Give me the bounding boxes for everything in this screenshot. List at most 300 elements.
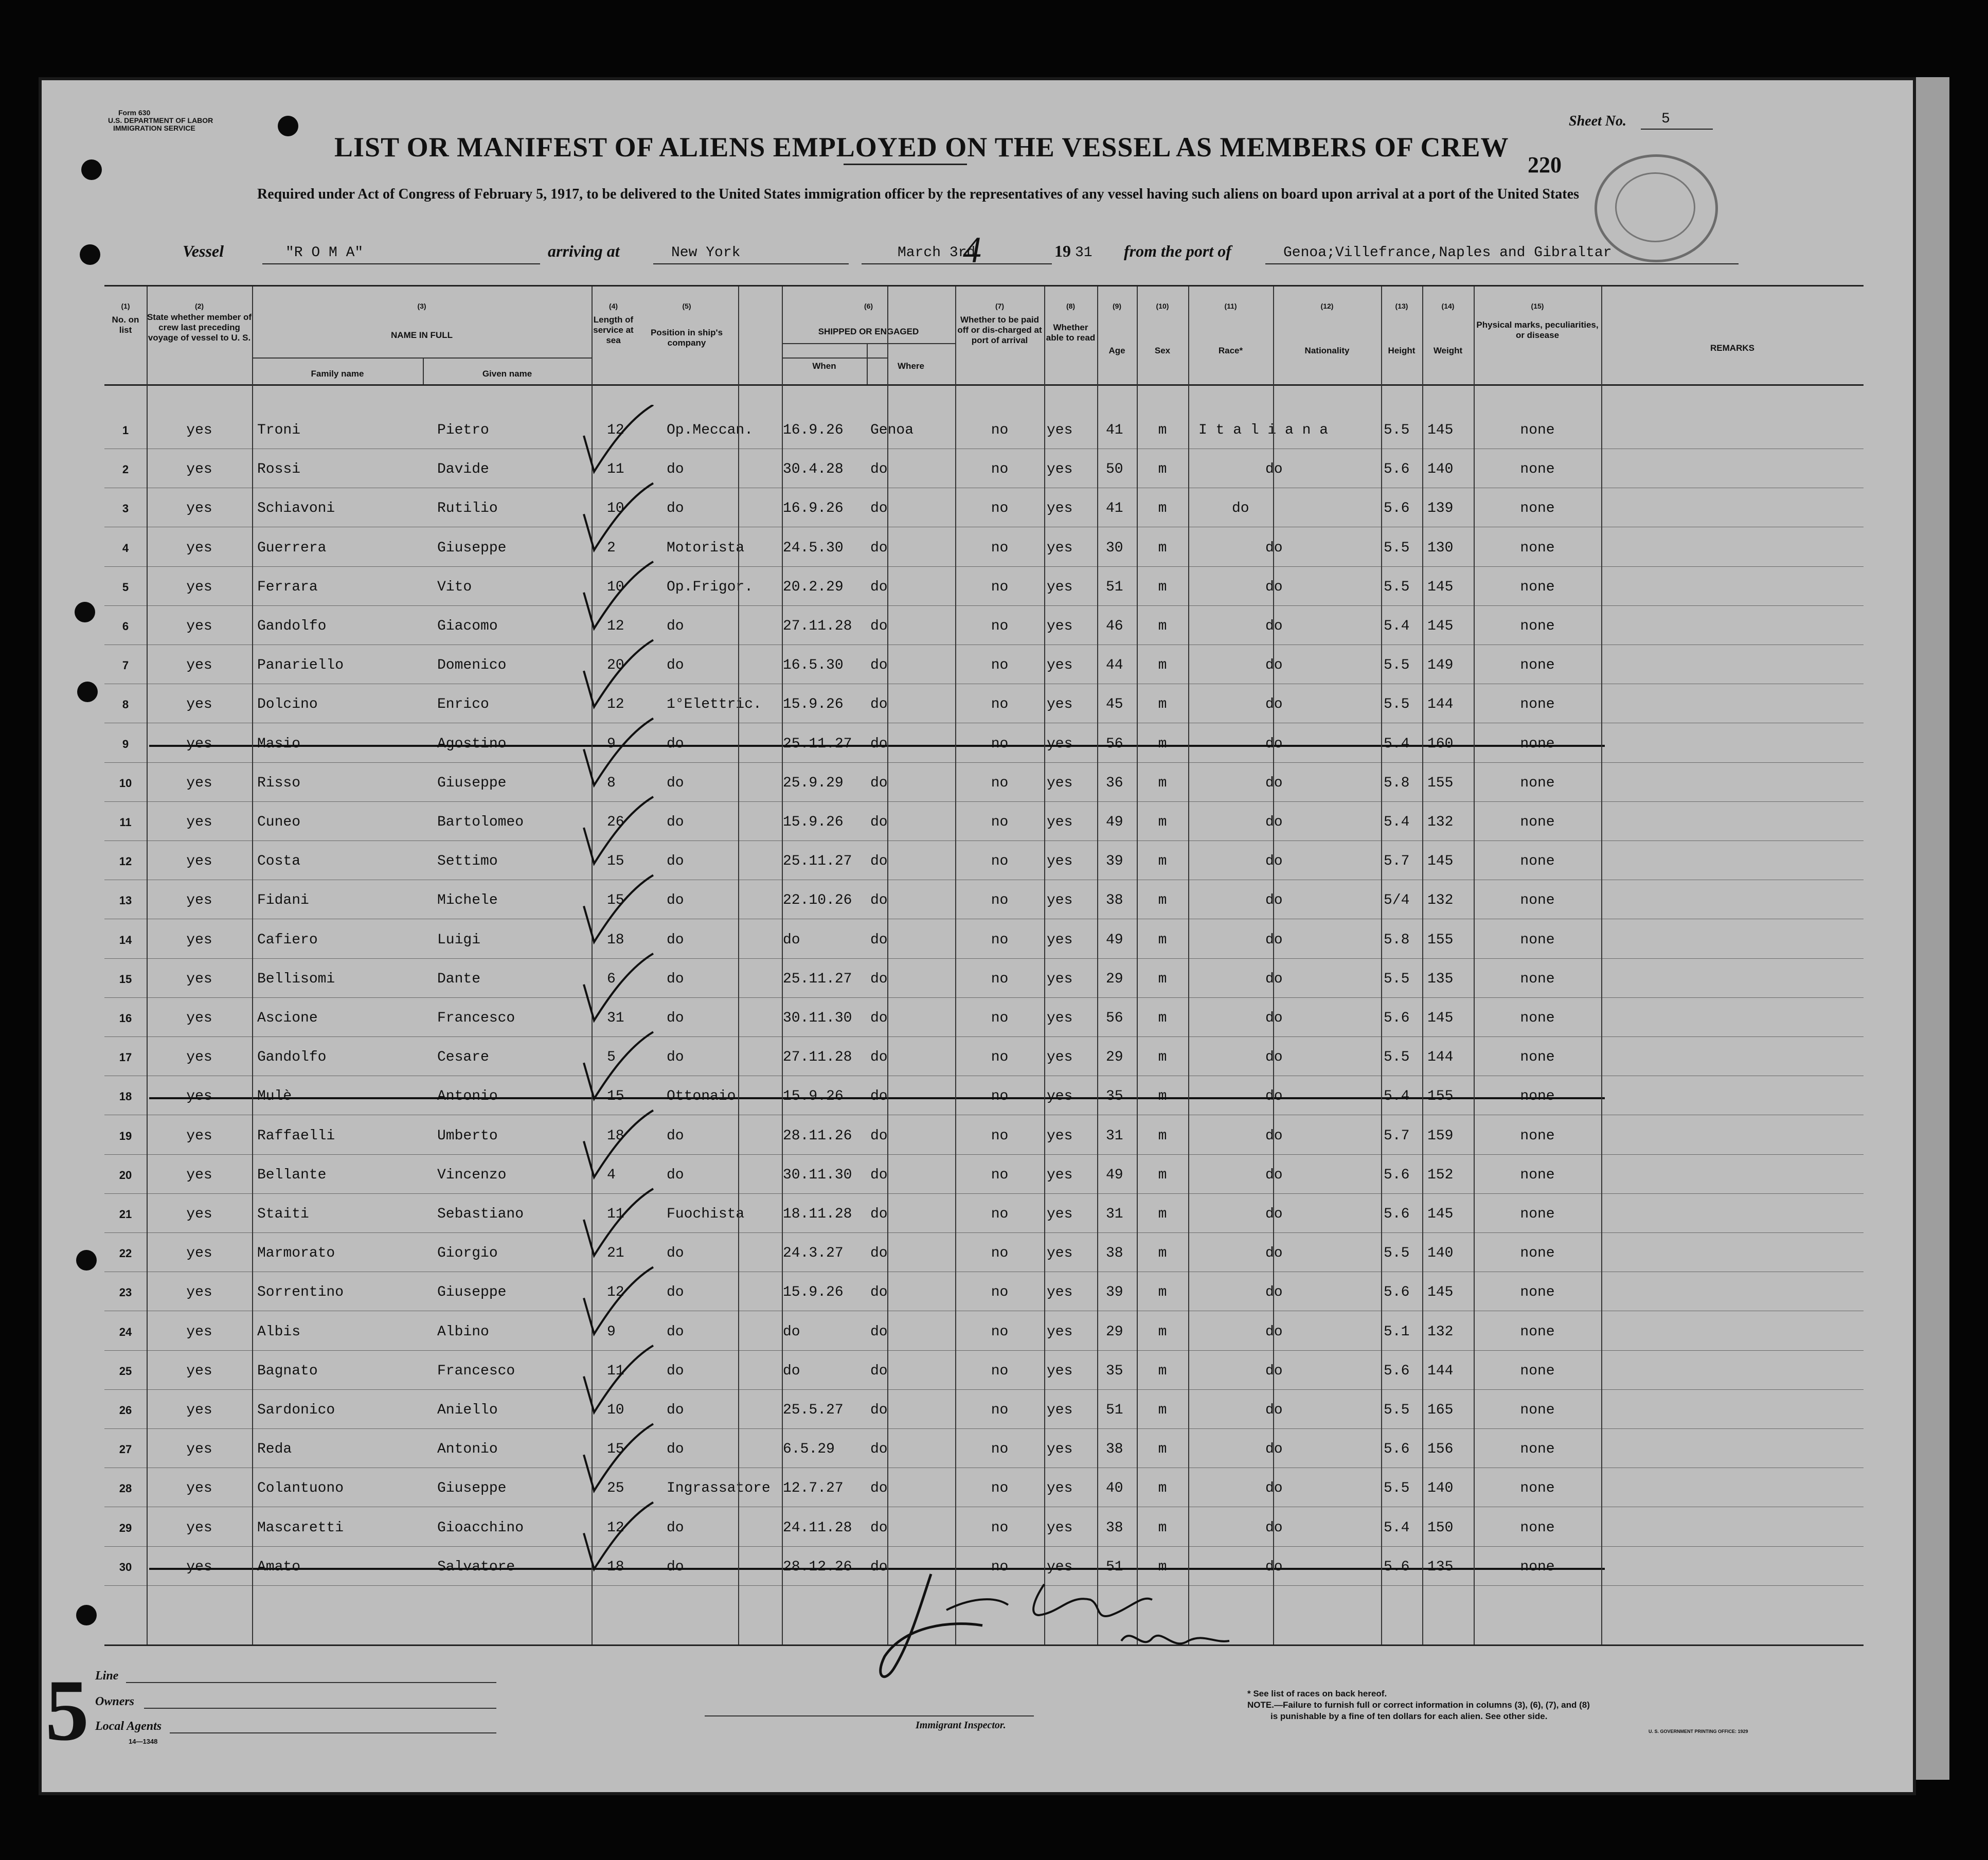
sheet-label: Sheet No. [1569,113,1626,129]
service-cell: 21 [607,1245,624,1262]
column-rule [1097,287,1098,1644]
given-name-cell: Francesco [437,1010,515,1026]
sheet-value: 5 [1661,111,1670,127]
row-rule [104,1193,1864,1194]
prev-voyage-cell: yes [186,1167,212,1183]
family-name-cell: Risso [257,775,301,791]
service-cell: 20 [607,657,624,674]
shipped-where-cell: do [870,1167,888,1183]
height-cell: 5.4 [1384,618,1410,634]
paid-off-cell: no [991,775,1009,791]
prev-voyage-cell: yes [186,1049,212,1066]
row-number: 29 [119,1521,132,1534]
subheader-rule [782,343,955,344]
physical-marks-cell: none [1520,1441,1555,1458]
able-to-read-cell: yes [1047,892,1073,909]
given-name-cell: Domenico [437,657,507,674]
stamped-number: 220 [1528,152,1562,177]
race-cell: do [1265,1206,1283,1222]
col-header-prev-voyage: State whether member of crew last preceding voyage of vessel to U. S. [147,312,252,343]
given-name-cell: Giuseppe [437,1284,507,1301]
crew-table [104,285,1864,1646]
shipped-where-cell: do [870,1245,888,1262]
year-prefix: 19 [1054,242,1071,260]
shipped-where-cell: do [870,1480,888,1497]
position-cell: Ottonaio [667,1088,736,1105]
sex-cell: m [1158,853,1167,870]
height-cell: 5.7 [1384,1128,1410,1144]
sex-cell: m [1158,1519,1167,1536]
row-rule [104,801,1864,802]
weight-cell: 145 [1427,1284,1454,1301]
prev-voyage-cell: yes [186,775,212,791]
paid-off-cell: no [991,892,1009,909]
position-cell: do [667,500,684,517]
row-number: 30 [119,1560,132,1573]
shipped-when-cell: 20.2.29 [783,579,844,595]
able-to-read-cell: yes [1047,657,1073,674]
paid-off-cell: no [991,1284,1009,1301]
col-header-sex: Sex [1154,346,1171,355]
punch-hole [75,602,95,622]
row-rule [104,840,1864,841]
able-to-read-cell: yes [1047,1402,1073,1418]
physical-marks-cell: none [1520,540,1555,556]
given-name-cell: Giorgio [437,1245,498,1262]
shipped-when-cell: 24.5.30 [783,540,844,556]
col-header-weight: Weight [1433,346,1463,355]
column-rule [1137,287,1138,1644]
age-cell: 45 [1106,696,1123,713]
shipped-where-cell: do [870,1284,888,1301]
prev-voyage-cell: yes [186,618,212,634]
sex-cell: m [1158,696,1167,713]
given-name-cell: Umberto [437,1128,498,1144]
paid-off-cell: no [991,736,1009,752]
weight-cell: 150 [1427,1519,1454,1536]
able-to-read-cell: yes [1047,540,1073,556]
prev-voyage-cell: yes [186,1363,212,1379]
position-cell: Ingrassatore [667,1480,771,1497]
shipped-when-cell: 28.12.26 [783,1559,852,1575]
age-cell: 38 [1106,1441,1123,1458]
physical-marks-cell: none [1520,1519,1555,1536]
inspector-signature-line [705,1715,1034,1716]
prev-voyage-cell: yes [186,461,212,478]
given-name-cell: Michele [437,892,498,909]
weight-cell: 144 [1427,696,1454,713]
shipped-where-cell: do [870,579,888,595]
age-cell: 29 [1106,1049,1123,1066]
paid-off-cell: no [991,1049,1009,1066]
row-number: 7 [122,659,129,672]
sex-cell: m [1158,1206,1167,1222]
able-to-read-cell: yes [1047,932,1073,948]
height-cell: 5.5 [1384,540,1410,556]
family-name-cell: Albis [257,1324,301,1340]
shipped-when-cell: 25.11.27 [783,853,852,870]
checkmark [584,1111,653,1177]
row-rule [104,762,1864,763]
shipped-where-cell: do [870,500,888,517]
age-cell: 39 [1106,853,1123,870]
service-cell: 12 [607,422,624,438]
paid-off-cell: no [991,971,1009,987]
height-cell: 5.6 [1384,500,1410,517]
age-cell: 46 [1106,618,1123,634]
race-cell: do [1265,461,1283,478]
row-number: 16 [119,1012,132,1025]
shipped-when-cell: 6.5.29 [783,1441,835,1458]
service-cell: 18 [607,1128,624,1144]
col-header-nationality: Nationality [1304,346,1350,355]
shipped-where-cell: do [870,1049,888,1066]
col-header-shipped: SHIPPED OR ENGAGED [818,327,919,336]
shipped-when-cell: 28.11.26 [783,1128,852,1144]
paid-off-cell: no [991,1324,1009,1340]
shipped-where-cell: do [870,814,888,830]
position-cell: Fuochista [667,1206,745,1222]
punch-hole [81,159,102,180]
position-cell: do [667,1402,684,1418]
position-cell: do [667,461,684,478]
shipped-when-cell: 25.9.29 [783,775,844,791]
weight-cell: 130 [1427,540,1454,556]
row-number: 20 [119,1168,132,1182]
shipped-when-cell: 16.5.30 [783,657,844,674]
prev-voyage-cell: yes [186,1559,212,1575]
row-number: 11 [119,816,132,829]
paid-off-cell: no [991,579,1009,595]
shipped-when-cell: 22.10.26 [783,892,852,909]
row-rule [104,997,1864,998]
prev-voyage-cell: yes [186,1519,212,1536]
age-cell: 49 [1106,1167,1123,1183]
shipped-when-cell: 16.9.26 [783,500,844,517]
row-rule [104,1389,1864,1390]
weight-cell: 135 [1427,1559,1454,1575]
height-cell: 5.4 [1384,736,1410,752]
paid-off-cell: no [991,1088,1009,1105]
physical-marks-cell: none [1520,696,1555,713]
penalty-note-1: NOTE.—Failure to furnish full or correct information in columns (3), (6), (7), and (8) [1247,1700,1590,1710]
sex-cell: m [1158,736,1167,752]
prev-voyage-cell: yes [186,1088,212,1105]
sex-cell: m [1158,1363,1167,1379]
row-number: 14 [119,933,132,946]
row-number: 2 [122,463,129,476]
family-name-cell: Cuneo [257,814,301,830]
physical-marks-cell: none [1520,932,1555,948]
paid-off-cell: no [991,1167,1009,1183]
checkmark [584,1503,653,1569]
printing-office: U. S. GOVERNMENT PRINTING OFFICE: 1929 [1649,1729,1748,1734]
shipped-when-cell: 25.5.27 [783,1402,844,1418]
column-rule [147,287,148,1644]
prev-voyage-cell: yes [186,1480,212,1497]
given-name-cell: Settimo [437,853,498,870]
service-name: IMMIGRATION SERVICE [113,124,195,132]
row-number: 5 [122,580,129,594]
weight-cell: 156 [1427,1441,1454,1458]
shipped-when-cell: 15.9.26 [783,814,844,830]
col-header-position: Position in ship's company [650,328,723,348]
column-number: (14) [1441,302,1455,310]
arrival-date: March 3rd [898,245,976,261]
position-cell: do [667,1284,684,1301]
paid-off-cell: no [991,422,1009,438]
race-cell: do [1265,540,1283,556]
service-cell: 18 [607,932,624,948]
physical-marks-cell: none [1520,461,1555,478]
position-cell: Op.Meccan. [667,422,754,438]
physical-marks-cell: none [1520,1480,1555,1497]
age-cell: 29 [1106,1324,1123,1340]
col-header-name: NAME IN FULL [391,330,453,340]
position-cell: Motorista [667,540,745,556]
checkmark [584,875,653,942]
form-number: Form 630 [118,109,151,117]
able-to-read-cell: yes [1047,1363,1073,1379]
row-rule [104,605,1864,606]
given-name-cell: Aniello [437,1402,498,1418]
shipped-where-cell: do [870,1088,888,1105]
shipped-when-cell: do [783,1324,800,1340]
weight-cell: 155 [1427,932,1454,948]
punch-hole [80,244,100,265]
height-cell: 5.6 [1384,1559,1410,1575]
height-cell: 5.5 [1384,696,1410,713]
sex-cell: m [1158,1049,1167,1066]
sex-cell: m [1158,971,1167,987]
header-separator [104,384,1864,386]
weight-cell: 145 [1427,618,1454,634]
prev-voyage-cell: yes [186,1245,212,1262]
prev-voyage-cell: yes [186,1206,212,1222]
shipped-when-cell: 27.11.28 [783,1049,852,1066]
row-number: 18 [119,1090,132,1103]
service-cell: 15 [607,853,624,870]
column-rule [1601,287,1602,1644]
physical-marks-cell: none [1520,500,1555,517]
physical-marks-cell: none [1520,971,1555,987]
line-label: Line [95,1669,119,1683]
given-name-cell: Vito [437,579,472,595]
prev-voyage-cell: yes [186,932,212,948]
shipped-where-cell: do [870,1206,888,1222]
row-number: 10 [119,776,132,790]
row-number: 28 [119,1482,132,1495]
shipped-when-cell: 25.11.27 [783,971,852,987]
able-to-read-cell: yes [1047,422,1073,438]
shipped-where-cell: do [870,1559,888,1575]
sex-cell: m [1158,1284,1167,1301]
checkmark [584,1189,653,1256]
row-number: 26 [119,1404,132,1417]
service-cell: 4 [607,1167,616,1183]
sex-cell: m [1158,461,1167,478]
shipped-when-cell: do [783,1363,800,1379]
row-number: 19 [119,1129,132,1142]
row-number: 4 [122,541,129,555]
prev-voyage-cell: yes [186,736,212,752]
date-underline [862,263,1052,264]
shipped-where-cell: do [870,1402,888,1418]
given-name-cell: Davide [437,461,489,478]
given-name-cell: Giacomo [437,618,498,634]
sheet-big-number: 5 [45,1662,89,1759]
given-name-cell: Vincenzo [437,1167,507,1183]
subheader-rule [867,343,868,384]
family-name-cell: Colantuono [257,1480,344,1497]
family-name-cell: Sorrentino [257,1284,344,1301]
service-cell: 11 [607,1363,624,1379]
position-cell: do [667,775,684,791]
given-name-cell: Pietro [437,422,489,438]
sex-cell: m [1158,814,1167,830]
prev-voyage-cell: yes [186,696,212,713]
row-number: 24 [119,1325,132,1338]
race-cell: do [1265,1128,1283,1144]
prev-voyage-cell: yes [186,1441,212,1458]
service-cell: 11 [607,1206,624,1222]
paid-off-cell: no [991,814,1009,830]
service-cell: 26 [607,814,624,830]
sex-cell: m [1158,775,1167,791]
column-number: (5) [682,302,691,310]
service-cell: 12 [607,1284,624,1301]
shipped-when-cell: 30.4.28 [783,461,844,478]
age-cell: 51 [1106,1402,1123,1418]
race-cell: do [1265,657,1283,674]
sex-cell: m [1158,657,1167,674]
shipped-when-cell: 15.9.26 [783,1284,844,1301]
height-cell: 5.5 [1384,1402,1410,1418]
able-to-read-cell: yes [1047,696,1073,713]
able-to-read-cell: yes [1047,971,1073,987]
height-cell: 5.1 [1384,1324,1410,1340]
service-cell: 15 [607,1088,624,1105]
service-cell: 8 [607,775,616,791]
weight-cell: 132 [1427,1324,1454,1340]
physical-marks-cell: none [1520,1324,1555,1340]
shipped-where-cell: do [870,853,888,870]
prev-voyage-cell: yes [186,853,212,870]
form-code: 14—1348 [129,1738,158,1745]
column-number: (3) [417,302,426,310]
col-header-where: Where [898,361,924,371]
vessel-label: Vessel [183,242,224,260]
family-name-cell: Guerrera [257,540,327,556]
physical-marks-cell: none [1520,579,1555,595]
paid-off-cell: no [991,540,1009,556]
column-number: (15) [1531,302,1544,310]
able-to-read-cell: yes [1047,1167,1073,1183]
able-to-read-cell: yes [1047,1441,1073,1458]
able-to-read-cell: yes [1047,461,1073,478]
sex-cell: m [1158,579,1167,595]
able-to-read-cell: yes [1047,579,1073,595]
physical-marks-cell: none [1520,422,1555,438]
position-cell: do [667,1167,684,1183]
service-checkmarks [576,405,658,1639]
family-name-cell: Sardonico [257,1402,335,1418]
arriving-label: arriving at [548,242,620,260]
weight-cell: 155 [1427,1088,1454,1105]
position-cell: Op.Frigor. [667,579,754,595]
column-number: (12) [1320,302,1334,310]
family-name-cell: Dolcino [257,696,318,713]
age-cell: 41 [1106,500,1123,517]
column-rule [1188,287,1189,1644]
sex-cell: m [1158,1559,1167,1575]
checkmark [584,405,653,472]
paid-off-cell: no [991,500,1009,517]
race-cell: do [1265,736,1283,752]
height-cell: 5.7 [1384,853,1410,870]
race-cell: do [1265,1010,1283,1026]
physical-marks-cell: none [1520,657,1555,674]
prev-voyage-cell: yes [186,422,212,438]
shipped-where-cell: do [870,1128,888,1144]
row-rule [104,1428,1864,1429]
prev-voyage-cell: yes [186,1010,212,1026]
family-name-cell: Marmorato [257,1245,335,1262]
family-name-cell: Panariello [257,657,344,674]
shipped-where-cell: do [870,1324,888,1340]
shipped-where-cell: do [870,461,888,478]
checkmark [584,1424,653,1491]
able-to-read-cell: yes [1047,1128,1073,1144]
physical-marks-cell: none [1520,1284,1555,1301]
column-rule [738,287,739,1644]
column-number: (11) [1224,302,1237,310]
able-to-read-cell: yes [1047,1324,1073,1340]
prev-voyage-cell: yes [186,892,212,909]
punch-hole [77,682,98,702]
service-cell: 10 [607,1402,624,1418]
race-cell: do [1265,853,1283,870]
column-rule [782,287,783,1644]
weight-cell: 145 [1427,1206,1454,1222]
page-title: LIST OR MANIFEST OF ALIENS EMPLOYED ON THE VESSEL AS MEMBERS OF CREW [334,132,1509,163]
race-cell: do [1265,1480,1283,1497]
family-name-cell: Mulè [257,1088,292,1105]
race-cell: do [1265,1402,1283,1418]
physical-marks-cell: none [1520,1559,1555,1575]
penalty-note-2: is punishable by a fine of ten dollars for each alien. See other side. [1270,1711,1548,1721]
shipped-when-cell: 15.9.26 [783,696,844,713]
family-name-cell: Gandolfo [257,618,327,634]
port-label: from the port of [1124,242,1231,260]
arriving-underline [653,263,849,264]
position-cell: do [667,892,684,909]
vessel-name: "R O M A" [285,245,364,261]
column-rule [1381,287,1382,1644]
weight-cell: 145 [1427,853,1454,870]
height-cell: 5.6 [1384,1363,1410,1379]
sex-cell: m [1158,1088,1167,1105]
height-cell: 5.4 [1384,1519,1410,1536]
family-name-cell: Raffaelli [257,1128,335,1144]
row-number: 3 [122,502,129,515]
service-cell: 15 [607,892,624,909]
age-cell: 31 [1106,1206,1123,1222]
age-cell: 35 [1106,1088,1123,1105]
shipped-where-cell: Genoa [870,422,914,438]
sex-cell: m [1158,892,1167,909]
sex-cell: m [1158,500,1167,517]
